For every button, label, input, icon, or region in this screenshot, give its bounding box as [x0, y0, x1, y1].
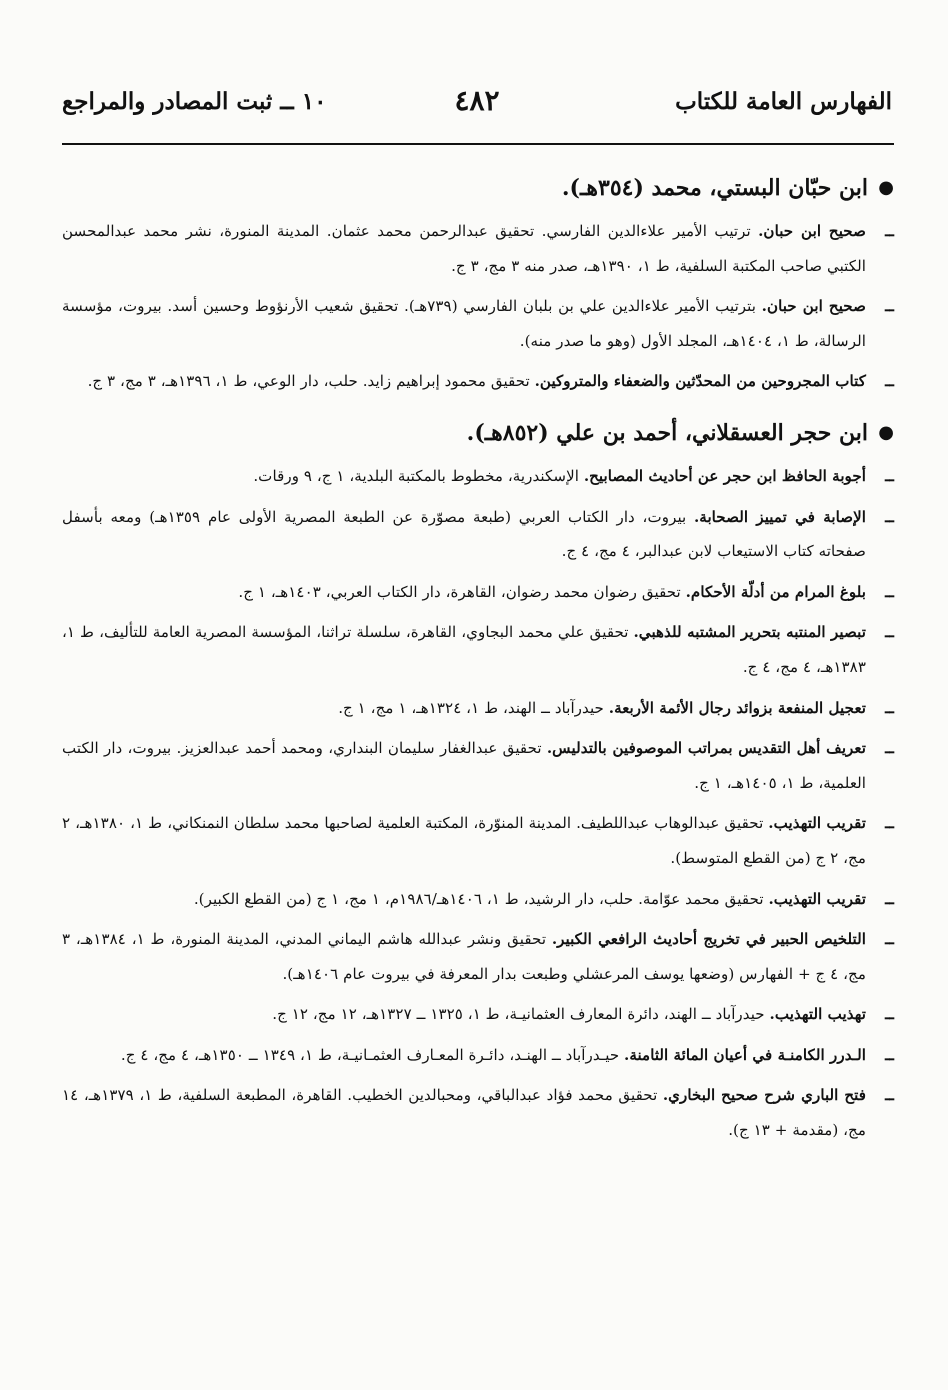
bibliography-entry	[62, 882, 894, 917]
entry-details: تحقيق علي محمد البجاوي، القاهرة، سلسلة تراثنا، المؤسسة المصرية العامة للتأليف، ط ١، ١٣٨٣هـ، ٤ مج، ٤ ج.	[62, 623, 866, 676]
author-name: ابن حبّان البستي، محمد (٣٥٤هـ).	[561, 175, 868, 201]
bibliography-entry	[62, 500, 894, 569]
entry-details: تحقيق محمود إبراهيم زايد. حلب، دار الوعي، ط ١، ١٣٩٦هـ، ٣ مج، ٣ ج.	[87, 372, 535, 391]
entry-dash: ــ	[885, 814, 894, 833]
entry-dash: ــ	[885, 623, 894, 642]
entry-title: الإصابة في تمييز الصحابة.	[694, 507, 866, 526]
bibliography-content	[62, 168, 894, 1153]
entry-details: تحقيق عبدالغفار سليمان البنداري، ومحمد أحمد عبدالعزيز. بيروت، دار الكتب العلمية، ط ١، ١٤٠٥هـ، ١ ج.	[62, 739, 866, 792]
bullet-icon: ●	[878, 177, 894, 198]
entry-title: تقريب التهذيب.	[768, 814, 866, 833]
header-book-section: الفهارس العامة للكتاب	[675, 88, 892, 115]
entry-dash: ــ	[885, 698, 894, 717]
bibliography-entry	[62, 575, 894, 610]
entry-dash: ــ	[885, 297, 894, 316]
entry-details: تحقيق محمد فؤاد عبدالباقي، ومحبالدين الخطيب. القاهرة، المطبعة السلفية، ط ١، ١٣٧٩هـ، ١٤ مج، (مقدمة + ١٣ ج).	[62, 1086, 866, 1140]
entry-title: فتح الباري شرح صحيح البخاري.	[662, 1086, 866, 1105]
entry-details: حيدرآباد ــ الهند، ط ١، ١٣٢٤هـ، ١ مج، ١ ج.	[338, 698, 609, 717]
entry-title: كتاب المجروحين من المحدّثين والضعفاء والمتروكين.	[534, 372, 866, 391]
bibliography-entry	[62, 997, 894, 1032]
entry-dash: ــ	[885, 1086, 894, 1105]
bibliography-entry	[62, 922, 894, 991]
entry-dash: ــ	[885, 466, 894, 485]
entry-dash: ــ	[885, 889, 894, 908]
entry-details: تحقيق محمد عوّامة. حلب، دار الرشيد، ط ١، ١٤٠٦هـ/١٩٨٦م، ١ مج، ١ ج (من القطع الكبير).	[193, 889, 769, 908]
entry-dash: ــ	[885, 372, 894, 391]
entry-title: تعريف أهل التقديس بمراتب الموصوفين بالتدليس.	[546, 739, 866, 758]
entry-title: تعجيل المنفعة بزوائد رجال الأئمة الأربعة.	[608, 698, 866, 717]
author-heading	[62, 413, 894, 453]
entry-dash: ــ	[885, 222, 894, 240]
entry-title: تبصير المنتبه بتحرير المشتبه للذهبي.	[633, 623, 866, 642]
bibliography-entry	[62, 214, 894, 283]
bibliography-entry	[62, 1038, 894, 1073]
entry-title: تهذيب التهذيب.	[769, 1005, 866, 1024]
entry-title: الـدرر الكامنـة في أعيان المائة الثامنة.	[624, 1045, 866, 1064]
entry-title: تقريب التهذيب.	[768, 889, 866, 908]
bibliography-entry	[62, 806, 894, 875]
header-rule	[62, 143, 894, 145]
entry-details: تحقيق ونشر عبدالله هاشم اليماني المدني، المدينة المنورة، ط ١، ١٣٨٤هـ، ٣ مج، ٤ ج + الفهارس (وضعها يوسف المرعشلي وطبعت بدار المعرفة في بيروت عام ١٤٠٦هـ).	[62, 930, 866, 983]
bullet-icon: ●	[878, 421, 894, 443]
entry-details: ترتيب الأمير علاءالدين الفارسي. تحقيق عبدالرحمن محمد عثمان. المدينة المنورة، نشر محمد عبدالمحسن الكتبي صاحب المكتبة السلفية، ط ١، ١٣٩٠هـ، صدر منه ٣ مج، ٣ ج.	[62, 222, 866, 275]
bibliography-entry	[62, 615, 894, 684]
entry-dash: ــ	[885, 1005, 894, 1024]
entry-details: حيدرآباد ــ الهند، دائرة المعارف العثمانيـة، ط ١، ١٣٢٥ ــ ١٣٢٧هـ، ١٢ مج، ١٢ ج.	[272, 1005, 770, 1024]
bibliography-entry	[62, 731, 894, 800]
entry-details: بترتيب الأمير علاءالدين علي بن بلبان الفارسي (٧٣٩هـ). تحقيق شعيب الأرنؤوط وحسين أسد. بيروت، مؤسسة الرسالة، ط ١، ١٤٠٤هـ، المجلد الأول (وهو ما صدر منه).	[62, 297, 866, 350]
entry-details: حيـدرآباد ــ الهنـد، دائـرة المعـارف العثمـانيـة، ط ١، ١٣٤٩ ــ ١٣٥٠هـ، ٤ مج، ٤ ج.	[120, 1045, 625, 1064]
entry-dash: ــ	[885, 930, 894, 949]
entry-dash: ــ	[885, 739, 894, 758]
entry-details: تحقيق عبدالوهاب عبداللطيف. المدينة المنوّرة، المكتبة العلمية لصاحبها محمد سلطان النمنكاني، ط ١، ١٣٨٠هـ، ٢ مج، ٢ ج (من القطع المتوسط).	[62, 814, 866, 867]
entry-title: التلخيص الحبير في تخريج أحاديث الرافعي الكبير.	[551, 930, 866, 949]
bibliography-entry	[62, 1078, 894, 1147]
entry-title: صحيح ابن حبان.	[761, 297, 867, 316]
page-number: ٤٨٢	[454, 84, 500, 117]
entry-title: أجوبة الحافظ ابن حجر عن أحاديث المصابيح.	[583, 466, 866, 485]
bibliography-entry	[62, 289, 894, 358]
entry-dash: ــ	[885, 1045, 894, 1064]
bibliography-entry	[62, 691, 894, 726]
entry-dash: ــ	[885, 582, 894, 601]
author-heading	[62, 168, 894, 208]
entry-title: بلوغ المرام من أدلّة الأحكام.	[685, 582, 866, 601]
bibliography-entry	[62, 459, 894, 494]
entry-details: تحقيق رضوان محمد رضوان، القاهرة، دار الكتاب العربي، ١٤٠٣هـ، ١ ج.	[238, 582, 686, 601]
page-header	[62, 78, 892, 122]
entry-dash: ــ	[885, 507, 894, 526]
entry-title: صحيح ابن حبان.	[758, 222, 866, 240]
entry-details: الإسكندرية، مخطوط بالمكتبة البلدية، ١ ج، ٩ ورقات.	[253, 466, 584, 485]
bibliography-entry	[62, 364, 894, 399]
header-chapter-title: ١٠ ــ ثبت المصادر والمراجع	[62, 88, 327, 115]
entry-details: بيروت، دار الكتاب العربي (طبعة مصوّرة عن الطبعة المصرية الأولى عام ١٣٥٩هـ) ومعه بأسفل صفحاته كتاب الاستيعاب لابن عبدالبر، ٤ مج، ٤ ج.	[62, 507, 866, 561]
author-name: ابن حجر العسقلاني، أحمد بن علي (٨٥٢هـ).	[466, 419, 868, 446]
